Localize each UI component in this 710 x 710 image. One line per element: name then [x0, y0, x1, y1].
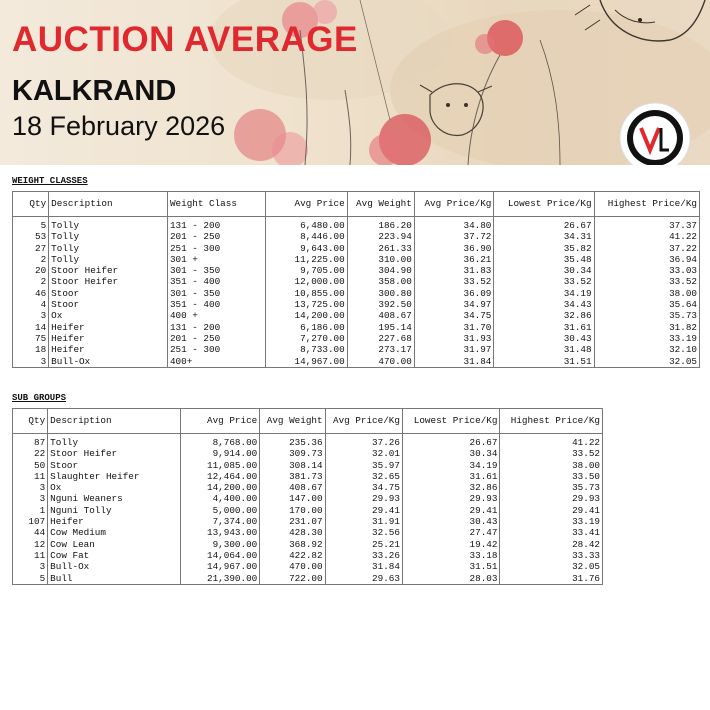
table-row: [13, 505, 603, 516]
cell-highest-price-kg: 32.05: [594, 356, 699, 368]
cell-highest-price-kg: 33.19: [594, 333, 699, 344]
cell-avg-price: 14,200.00: [266, 310, 348, 321]
cell-avg-price-kg: 37.72: [414, 231, 494, 242]
cell-avg-weight: 408.67: [260, 482, 325, 493]
table-row: [13, 539, 603, 550]
cell-highest-price-kg: 33.50: [500, 471, 603, 482]
cell-qty: 87: [13, 434, 48, 449]
cell-avg-weight: 428.30: [260, 527, 325, 538]
cell-description: Tolly: [49, 243, 168, 254]
cell-qty: 18: [13, 344, 49, 355]
cell-avg-weight: 381.73: [260, 471, 325, 482]
cell-highest-price-kg: 28.42: [500, 539, 603, 550]
cell-avg-price: 8,733.00: [266, 344, 348, 355]
cell-avg-price: 14,200.00: [180, 482, 259, 493]
table-row: [13, 333, 700, 344]
cell-avg-price-kg: 32.56: [325, 527, 402, 538]
cell-lowest-price-kg: 35.82: [494, 243, 594, 254]
table-header-row: [13, 409, 603, 434]
cell-avg-weight: 422.82: [260, 550, 325, 561]
cell-avg-price: 8,768.00: [180, 434, 259, 449]
cell-description: Heifer: [49, 322, 168, 333]
cell-weight-class: 251 - 300: [167, 344, 265, 355]
cell-avg-weight: 368.92: [260, 539, 325, 550]
cell-avg-price: 9,300.00: [180, 539, 259, 550]
cell-avg-price: 9,643.00: [266, 243, 348, 254]
cell-description: Tolly: [49, 217, 168, 232]
cell-qty: 3: [13, 356, 49, 368]
cell-lowest-price-kg: 30.43: [402, 516, 499, 527]
cell-avg-price: 14,967.00: [180, 561, 259, 572]
col-weight-class: Weight Class: [167, 192, 265, 217]
cell-description: Tolly: [49, 231, 168, 242]
weight-classes-label: WEIGHT CLASSES: [12, 176, 88, 186]
cell-avg-price-kg: 32.01: [325, 448, 402, 459]
cell-avg-price-kg: 33.52: [414, 276, 494, 287]
cell-avg-weight: 722.00: [260, 573, 325, 585]
cell-avg-price-kg: 31.83: [414, 265, 494, 276]
cell-lowest-price-kg: 32.86: [402, 482, 499, 493]
cell-highest-price-kg: 36.94: [594, 254, 699, 265]
cell-avg-weight: 273.17: [347, 344, 414, 355]
cell-highest-price-kg: 41.22: [500, 434, 603, 449]
cell-weight-class: 201 - 250: [167, 231, 265, 242]
cell-avg-price-kg: 29.63: [325, 573, 402, 585]
cell-highest-price-kg: 33.52: [500, 448, 603, 459]
table-row: [13, 288, 700, 299]
cell-lowest-price-kg: 30.43: [494, 333, 594, 344]
cell-qty: 3: [13, 482, 48, 493]
cell-qty: 2: [13, 254, 49, 265]
cell-avg-price: 11,225.00: [266, 254, 348, 265]
cell-highest-price-kg: 37.22: [594, 243, 699, 254]
cell-description: Cow Medium: [48, 527, 181, 538]
cell-avg-weight: 227.68: [347, 333, 414, 344]
cell-qty: 5: [13, 217, 49, 232]
cell-highest-price-kg: 35.73: [500, 482, 603, 493]
cell-lowest-price-kg: 31.51: [402, 561, 499, 572]
cell-avg-price-kg: 34.75: [414, 310, 494, 321]
cell-description: Bull-Ox: [49, 356, 168, 368]
cell-lowest-price-kg: 32.86: [494, 310, 594, 321]
cell-avg-price-kg: 33.26: [325, 550, 402, 561]
col-lowest-price-kg: Lowest Price/Kg: [402, 409, 499, 434]
cell-lowest-price-kg: 34.31: [494, 231, 594, 242]
cell-avg-price-kg: 31.93: [414, 333, 494, 344]
cell-lowest-price-kg: 34.19: [494, 288, 594, 299]
table-row: [13, 471, 603, 482]
cell-lowest-price-kg: 26.67: [494, 217, 594, 232]
cell-avg-weight: 309.73: [260, 448, 325, 459]
cell-qty: 44: [13, 527, 48, 538]
cell-highest-price-kg: 37.37: [594, 217, 699, 232]
cell-weight-class: 251 - 300: [167, 243, 265, 254]
cell-avg-price: 9,705.00: [266, 265, 348, 276]
cell-qty: 20: [13, 265, 49, 276]
cell-description: Cow Lean: [48, 539, 181, 550]
cell-avg-price: 4,400.00: [180, 493, 259, 504]
cell-lowest-price-kg: 35.48: [494, 254, 594, 265]
cell-avg-weight: 470.00: [347, 356, 414, 368]
cell-weight-class: 301 - 350: [167, 288, 265, 299]
table-row: [13, 482, 603, 493]
cell-avg-price: 6,186.00: [266, 322, 348, 333]
cell-avg-price-kg: 31.97: [414, 344, 494, 355]
cell-avg-price-kg: 25.21: [325, 539, 402, 550]
cell-weight-class: 131 - 200: [167, 217, 265, 232]
cell-highest-price-kg: 29.93: [500, 493, 603, 504]
table-row: [13, 310, 700, 321]
cell-qty: 11: [13, 550, 48, 561]
cell-avg-weight: 304.90: [347, 265, 414, 276]
table-header-row: [13, 192, 700, 217]
cell-avg-weight: 261.33: [347, 243, 414, 254]
cell-qty: 5: [13, 573, 48, 585]
cell-avg-weight: 392.50: [347, 299, 414, 310]
cell-highest-price-kg: 33.33: [500, 550, 603, 561]
cell-avg-price: 8,446.00: [266, 231, 348, 242]
cell-qty: 75: [13, 333, 49, 344]
cell-qty: 3: [13, 310, 49, 321]
cell-highest-price-kg: 38.00: [594, 288, 699, 299]
cell-qty: 2: [13, 276, 49, 287]
cell-weight-class: 351 - 400: [167, 276, 265, 287]
cell-qty: 22: [13, 448, 48, 459]
cell-avg-price-kg: 29.93: [325, 493, 402, 504]
cell-avg-price: 11,085.00: [180, 460, 259, 471]
cell-avg-price-kg: 36.90: [414, 243, 494, 254]
col-avg-weight: Avg Weight: [347, 192, 414, 217]
cell-avg-weight: 223.94: [347, 231, 414, 242]
cell-avg-price-kg: 37.26: [325, 434, 402, 449]
cell-avg-price-kg: 36.21: [414, 254, 494, 265]
cell-avg-price-kg: 32.65: [325, 471, 402, 482]
cell-lowest-price-kg: 26.67: [402, 434, 499, 449]
cell-avg-price: 5,000.00: [180, 505, 259, 516]
cell-lowest-price-kg: 33.52: [494, 276, 594, 287]
cell-avg-price: 7,374.00: [180, 516, 259, 527]
cell-avg-price-kg: 29.41: [325, 505, 402, 516]
cell-lowest-price-kg: 19.42: [402, 539, 499, 550]
cell-description: Slaughter Heifer: [48, 471, 181, 482]
auction-date: 18 February 2026: [12, 111, 226, 141]
cell-description: Heifer: [48, 516, 181, 527]
cell-lowest-price-kg: 33.18: [402, 550, 499, 561]
cell-avg-price: 12,000.00: [266, 276, 348, 287]
cell-highest-price-kg: 33.19: [500, 516, 603, 527]
cell-description: Bull-Ox: [48, 561, 181, 572]
cell-highest-price-kg: 32.10: [594, 344, 699, 355]
table-row: [13, 527, 603, 538]
cell-qty: 107: [13, 516, 48, 527]
cell-lowest-price-kg: 34.43: [494, 299, 594, 310]
table-row: [13, 265, 700, 276]
cell-lowest-price-kg: 29.93: [402, 493, 499, 504]
cell-description: Nguni Tolly: [48, 505, 181, 516]
cell-description: Nguni Weaners: [48, 493, 181, 504]
cell-highest-price-kg: 33.03: [594, 265, 699, 276]
cell-avg-price-kg: 34.80: [414, 217, 494, 232]
cell-avg-weight: 170.00: [260, 505, 325, 516]
col-lowest-price-kg: Lowest Price/Kg: [494, 192, 594, 217]
col-avg-price-kg: Avg Price/Kg: [414, 192, 494, 217]
cell-avg-price-kg: 36.09: [414, 288, 494, 299]
cell-avg-price: 21,390.00: [180, 573, 259, 585]
table-row: [13, 322, 700, 333]
cell-weight-class: 301 - 350: [167, 265, 265, 276]
table-row: [13, 344, 700, 355]
cell-description: Cow Fat: [48, 550, 181, 561]
cell-avg-weight: 235.36: [260, 434, 325, 449]
cell-qty: 3: [13, 561, 48, 572]
cell-lowest-price-kg: 31.61: [402, 471, 499, 482]
cell-weight-class: 301 +: [167, 254, 265, 265]
table-row: [13, 493, 603, 504]
cell-qty: 12: [13, 539, 48, 550]
table-row: [13, 231, 700, 242]
cell-lowest-price-kg: 31.61: [494, 322, 594, 333]
cell-description: Stoor Heifer: [49, 265, 168, 276]
cell-avg-weight: 195.14: [347, 322, 414, 333]
cell-avg-price-kg: 35.97: [325, 460, 402, 471]
cell-description: Bull: [48, 573, 181, 585]
col-highest-price-kg: Highest Price/Kg: [500, 409, 603, 434]
cell-avg-price-kg: 34.97: [414, 299, 494, 310]
sub-groups-label: SUB GROUPS: [12, 393, 67, 403]
cell-highest-price-kg: 35.64: [594, 299, 699, 310]
header-banner: [0, 0, 710, 165]
cell-highest-price-kg: 35.73: [594, 310, 699, 321]
col-avg-price: Avg Price: [180, 409, 259, 434]
sub-groups-table: [12, 408, 603, 585]
col-description: Description: [48, 409, 181, 434]
cell-avg-price: 14,064.00: [180, 550, 259, 561]
cell-highest-price-kg: 33.52: [594, 276, 699, 287]
cell-lowest-price-kg: 31.48: [494, 344, 594, 355]
table-row: [13, 561, 603, 572]
cell-qty: 3: [13, 493, 48, 504]
cell-qty: 46: [13, 288, 49, 299]
cell-avg-price-kg: 31.84: [325, 561, 402, 572]
cell-weight-class: 400+: [167, 356, 265, 368]
cell-avg-price: 10,855.00: [266, 288, 348, 299]
cell-avg-price: 12,464.00: [180, 471, 259, 482]
cell-avg-weight: 231.07: [260, 516, 325, 527]
table-row: [13, 573, 603, 585]
table-row: [13, 299, 700, 310]
cell-lowest-price-kg: 31.51: [494, 356, 594, 368]
cell-avg-price: 13,725.00: [266, 299, 348, 310]
cell-avg-price-kg: 31.91: [325, 516, 402, 527]
cell-description: Stoor Heifer: [48, 448, 181, 459]
cell-qty: 1: [13, 505, 48, 516]
cell-avg-weight: 147.00: [260, 493, 325, 504]
cell-description: Stoor Heifer: [49, 276, 168, 287]
col-qty: Qty: [13, 192, 49, 217]
table-row: [13, 356, 700, 368]
cell-avg-price: 13,943.00: [180, 527, 259, 538]
table-row: [13, 516, 603, 527]
cell-description: Stoor: [49, 288, 168, 299]
cell-highest-price-kg: 33.41: [500, 527, 603, 538]
table-row: [13, 448, 603, 459]
cell-lowest-price-kg: 28.03: [402, 573, 499, 585]
cell-qty: 4: [13, 299, 49, 310]
table-row: [13, 550, 603, 561]
col-highest-price-kg: Highest Price/Kg: [594, 192, 699, 217]
cell-highest-price-kg: 31.82: [594, 322, 699, 333]
weight-classes-table: [12, 191, 700, 368]
col-avg-price: Avg Price: [266, 192, 348, 217]
cell-avg-price: 14,967.00: [266, 356, 348, 368]
cell-description: Stoor: [48, 460, 181, 471]
col-description: Description: [49, 192, 168, 217]
cell-avg-weight: 310.00: [347, 254, 414, 265]
cell-description: Heifer: [49, 344, 168, 355]
cell-avg-price-kg: 31.70: [414, 322, 494, 333]
cell-lowest-price-kg: 34.19: [402, 460, 499, 471]
table-row: [13, 434, 603, 449]
table-row: [13, 460, 603, 471]
cell-qty: 14: [13, 322, 49, 333]
cell-avg-weight: 300.80: [347, 288, 414, 299]
cell-lowest-price-kg: 30.34: [494, 265, 594, 276]
cell-avg-weight: 308.14: [260, 460, 325, 471]
cell-lowest-price-kg: 30.34: [402, 448, 499, 459]
cell-avg-weight: 186.20: [347, 217, 414, 232]
cell-qty: 53: [13, 231, 49, 242]
cell-highest-price-kg: 41.22: [594, 231, 699, 242]
cell-description: Ox: [49, 310, 168, 321]
cell-qty: 11: [13, 471, 48, 482]
col-qty: Qty: [13, 409, 48, 434]
cell-description: Tolly: [48, 434, 181, 449]
cell-description: Tolly: [49, 254, 168, 265]
cell-weight-class: 400 +: [167, 310, 265, 321]
cell-weight-class: 201 - 250: [167, 333, 265, 344]
cell-highest-price-kg: 32.05: [500, 561, 603, 572]
cell-avg-weight: 358.00: [347, 276, 414, 287]
vla-logo: [619, 102, 691, 165]
cell-avg-price: 7,270.00: [266, 333, 348, 344]
cell-lowest-price-kg: 29.41: [402, 505, 499, 516]
cell-description: Stoor: [49, 299, 168, 310]
table-row: [13, 217, 700, 232]
page-title: AUCTION AVERAGE: [12, 20, 358, 59]
col-avg-weight: Avg Weight: [260, 409, 325, 434]
table-row: [13, 243, 700, 254]
cell-highest-price-kg: 29.41: [500, 505, 603, 516]
cell-weight-class: 131 - 200: [167, 322, 265, 333]
cell-highest-price-kg: 31.76: [500, 573, 603, 585]
cell-avg-weight: 470.00: [260, 561, 325, 572]
auction-location: KALKRAND: [12, 75, 177, 107]
cell-highest-price-kg: 38.00: [500, 460, 603, 471]
cell-description: Ox: [48, 482, 181, 493]
cell-avg-price-kg: 34.75: [325, 482, 402, 493]
cell-avg-price: 9,914.00: [180, 448, 259, 459]
table-row: [13, 276, 700, 287]
cell-avg-price: 6,480.00: [266, 217, 348, 232]
cell-avg-price-kg: 31.84: [414, 356, 494, 368]
cell-avg-weight: 408.67: [347, 310, 414, 321]
cell-description: Heifer: [49, 333, 168, 344]
cell-weight-class: 351 - 400: [167, 299, 265, 310]
table-row: [13, 254, 700, 265]
cell-qty: 27: [13, 243, 49, 254]
cell-lowest-price-kg: 27.47: [402, 527, 499, 538]
col-avg-price-kg: Avg Price/Kg: [325, 409, 402, 434]
cell-qty: 50: [13, 460, 48, 471]
